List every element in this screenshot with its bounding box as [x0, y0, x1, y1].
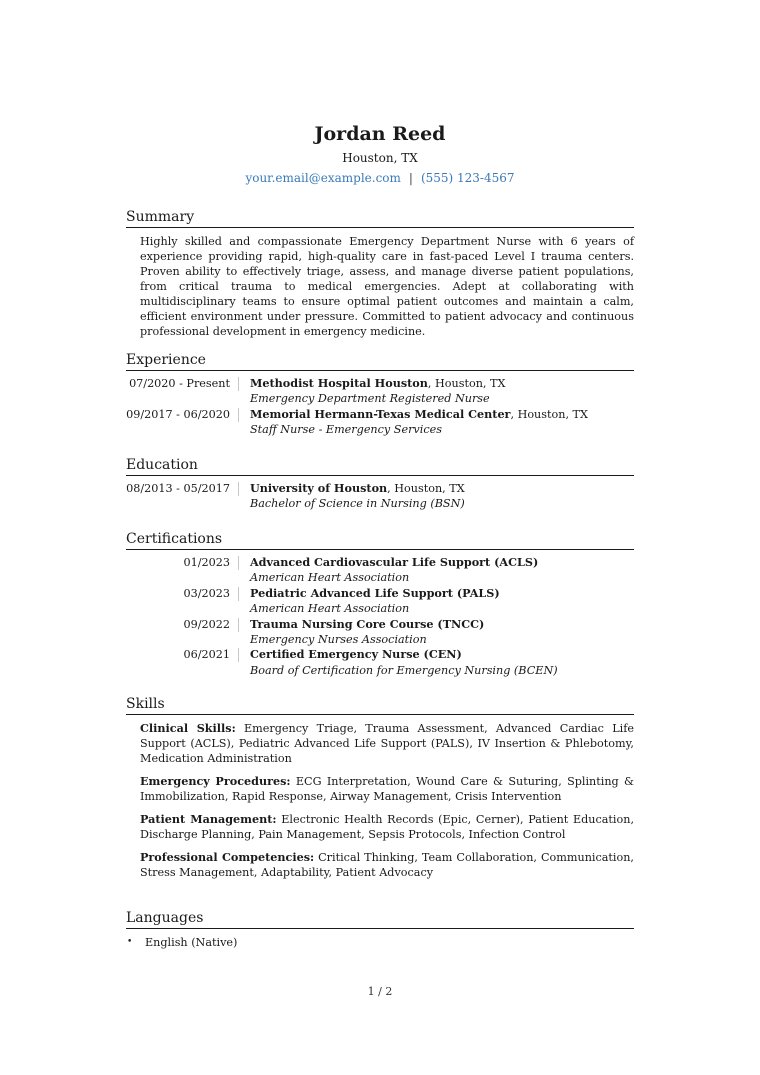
- certification-entry: [126, 555, 634, 586]
- candidate-name: Jordan Reed: [314, 123, 446, 145]
- skills-section: [126, 695, 634, 888]
- certification-name: Certified Emergency Nurse (CEN): [250, 647, 462, 662]
- page-number: 1 / 2: [367, 985, 393, 998]
- skill-group: [140, 774, 634, 804]
- skill-group-label: Professional Competencies:: [140, 850, 315, 864]
- education-section: [126, 456, 634, 512]
- employer-location: , Houston, TX: [427, 377, 506, 390]
- degree-name: Bachelor of Science in Nursing (BSN): [250, 497, 465, 511]
- section-title-skills: Skills: [126, 695, 634, 715]
- phone-link[interactable]: (555) 123-4567: [420, 171, 515, 185]
- skill-group-text: Electronic Health Records (Epic, Cerner), Patient Education, Discharge Planning, Pain Management, Sepsis Protocols, Infection Control: [140, 813, 635, 841]
- section-title-languages: Languages: [126, 909, 634, 929]
- certification-issuer: American Heart Association: [250, 571, 410, 585]
- candidate-location: Houston, TX: [342, 151, 418, 165]
- skill-group: [140, 850, 634, 880]
- list-item: [126, 935, 634, 950]
- certifications-section: [126, 530, 634, 678]
- employer-name: Memorial Hermann-Texas Medical Center: [250, 406, 511, 421]
- job-title: Emergency Department Registered Nurse: [250, 392, 490, 406]
- section-title-experience: Experience: [126, 351, 634, 371]
- section-title-summary: Summary: [126, 208, 634, 228]
- skill-group-label: Patient Management:: [140, 812, 277, 826]
- school-location: , Houston, TX: [387, 482, 465, 495]
- contact-separator: |: [408, 171, 413, 185]
- summary-text: Highly skilled and compassionate Emergency Department Nurse with 6 years of experience providing rapid, high-quality care in fast-paced Level I trauma centers. Proven ability to effectively triage, assess, and manage diverse patient populations, from critical trauma to medical emergencies. Adept at collaborating with multidisciplinary teams to ensure optimal patient outcomes and maintain a calm, efficient environment under pressure. Committed to patient advocacy and continuous professional development in emergency medicine.: [140, 235, 634, 338]
- school-name: University of Houston: [250, 481, 388, 495]
- certification-issuer: Emergency Nurses Association: [250, 633, 427, 647]
- experience-section: [126, 351, 634, 438]
- bullet-icon: •: [127, 937, 133, 947]
- entry-date: 07/2020 - Present: [129, 377, 230, 390]
- skill-group-label: Emergency Procedures:: [140, 774, 291, 788]
- languages-section: [126, 909, 634, 950]
- employer-location: , Houston, TX: [510, 407, 588, 421]
- email-link[interactable]: your.email@example.com: [245, 171, 401, 185]
- entry-date: 01/2023: [183, 556, 230, 569]
- section-title-certifications: Certifications: [126, 530, 634, 550]
- entry-date: 08/2013 - 05/2017: [126, 482, 230, 495]
- section-title-education: Education: [126, 456, 634, 476]
- skill-group-text: ECG Interpretation, Wound Care & Suturing, Splinting & Immobilization, Rapid Response, Airway Management, Crisis Intervention: [140, 775, 634, 803]
- certification-issuer: American Heart Association: [250, 602, 410, 616]
- employer-name: Methodist Hospital Houston: [250, 376, 428, 390]
- entry-date: 09/2022: [183, 617, 230, 631]
- entry-date: 06/2021: [183, 648, 230, 662]
- contact-line: [0, 170, 760, 186]
- summary-section: [126, 208, 634, 339]
- skill-group-text: Emergency Triage, Trauma Assessment, Advanced Cardiac Life Support (ACLS), Pediatric Advanced Life Support (PALS), IV Insertion & Phlebotomy, Medication Administration: [140, 722, 634, 765]
- certification-entry: [126, 586, 634, 617]
- job-title: Staff Nurse - Emergency Services: [250, 423, 442, 437]
- skill-group: [140, 721, 634, 766]
- certification-entry: [126, 617, 634, 648]
- certification-issuer: Board of Certification for Emergency Nursing (BCEN): [250, 663, 558, 677]
- skill-group: [140, 812, 634, 842]
- entry-date: 03/2023: [183, 586, 230, 600]
- education-entry: [126, 481, 634, 512]
- certification-name: Advanced Cardiovascular Life Support (ACLS): [250, 555, 539, 569]
- certification-entry: [126, 647, 634, 678]
- skill-group-label: Clinical Skills:: [140, 721, 236, 735]
- skill-group-text: Critical Thinking, Team Collaboration, Communication, Stress Management, Adaptability, Patient Advocacy: [140, 851, 634, 879]
- entry-date: 09/2017 - 06/2020: [126, 407, 230, 421]
- certification-name: Pediatric Advanced Life Support (PALS): [250, 585, 500, 600]
- resume-header: [0, 122, 760, 186]
- experience-entry: [126, 407, 634, 438]
- experience-entry: [126, 376, 634, 407]
- language-name: English (Native): [145, 936, 238, 949]
- certification-name: Trauma Nursing Core Course (TNCC): [250, 616, 485, 631]
